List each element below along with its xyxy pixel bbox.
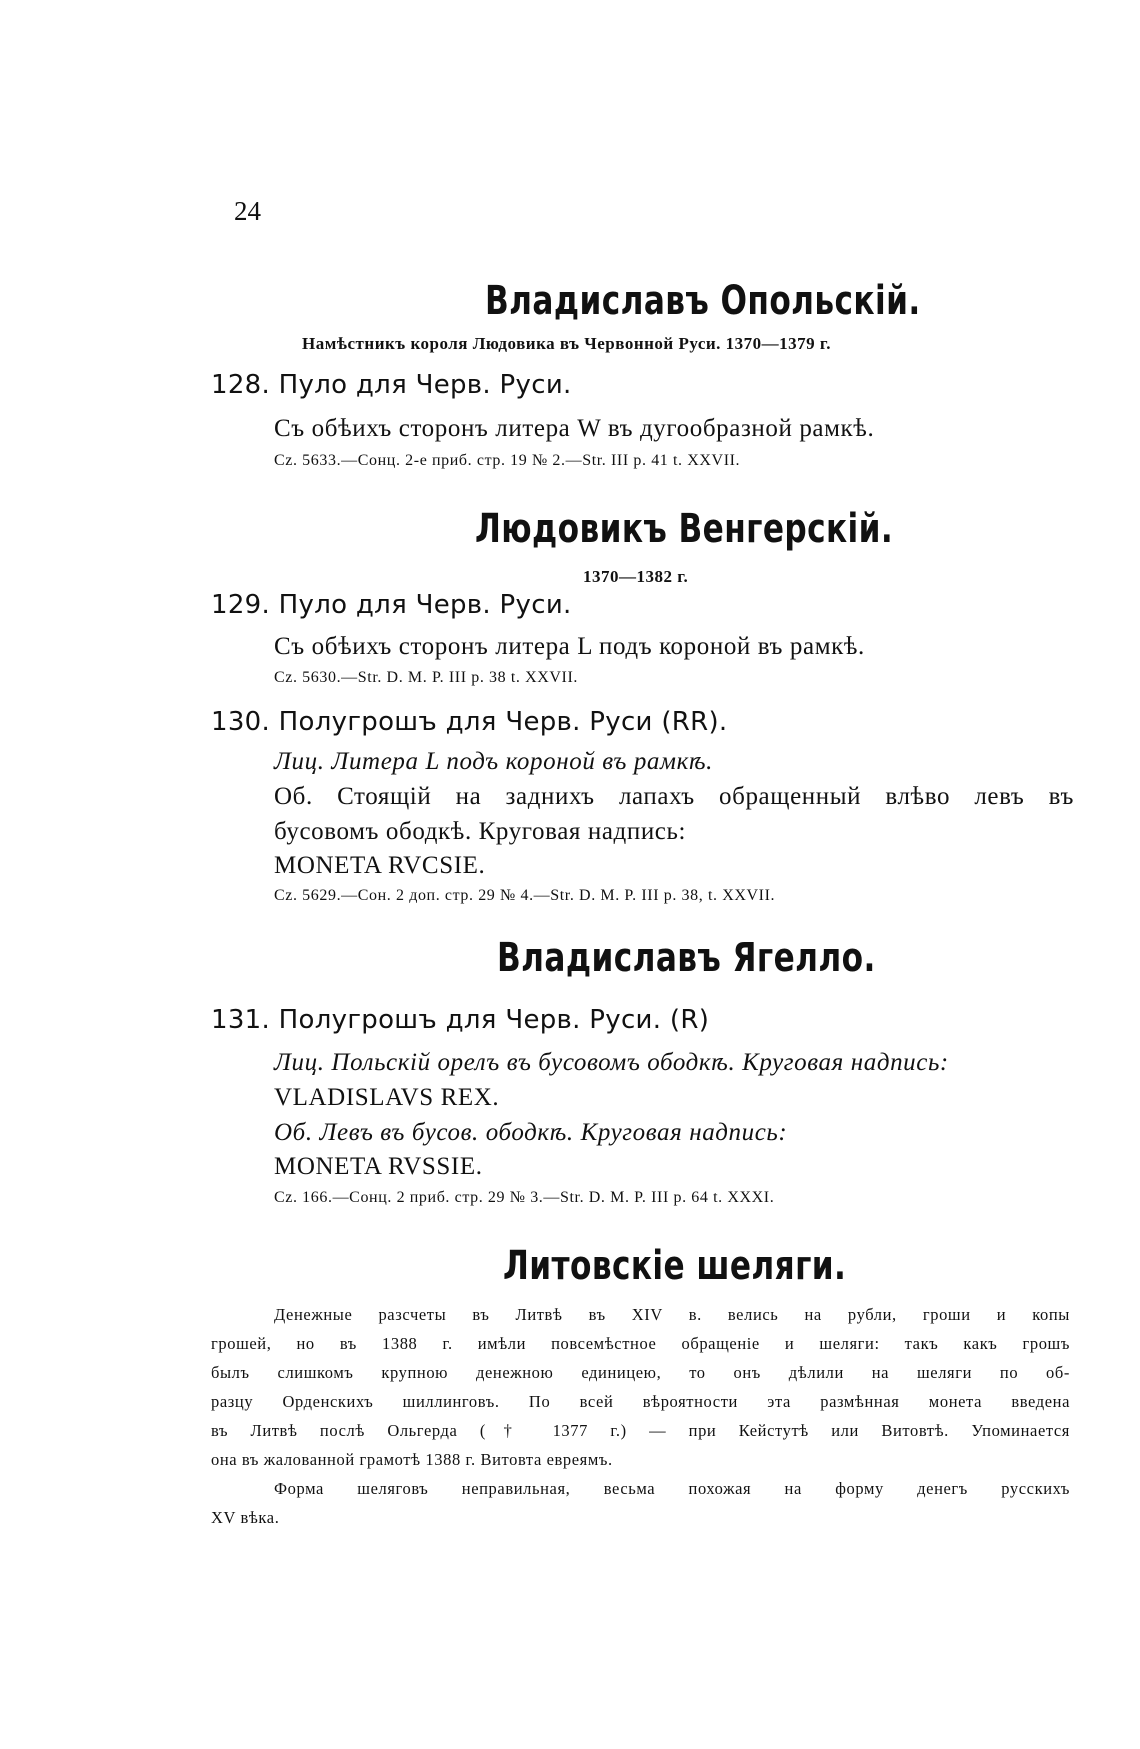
- section-heading-ludovik-vengersky: Людовикъ Венгерскій.: [475, 506, 894, 552]
- item-130-reverse: Об. Стоящій на заднихъ лапахъ обращенный влѣво левъ въ: [274, 783, 1074, 810]
- item-129-line: Съ обѣихъ сторонъ литера L подъ короной въ рамкѣ.: [274, 633, 865, 660]
- item-130-obverse: Лиц. Литера L подъ короной въ рамкѣ.: [274, 748, 713, 775]
- item-131-reference: Cz. 166.—Сонц. 2 приб. стр. 29 № 3.—Str. D. M. P. III p. 64 t. XXXI.: [274, 1189, 775, 1206]
- paragraph-line: XV вѣка.: [211, 1508, 280, 1527]
- item-131-reverse: Об. Левъ въ бусов. ободкѣ. Круговая надпись:: [274, 1119, 788, 1146]
- paragraph-line: она въ жалованной грамотѣ 1388 г. Витовта евреямъ.: [211, 1450, 613, 1469]
- paragraph-line: Денежные разсчеты въ Литвѣ въ XIV в. велись на рубли, гроши и копы: [274, 1305, 1070, 1324]
- item-131-reverse-legend: MONETA RVSSIE.: [274, 1153, 483, 1180]
- item-title-130: 130. Полугрошъ для Черв. Руси (RR).: [211, 707, 728, 737]
- section-heading-vladislav-opolsky: Владиславъ Опольскій.: [485, 278, 921, 324]
- item-title-129: 129. Пуло для Черв. Руси.: [211, 590, 572, 620]
- section-subheading-ludovik-vengersky: 1370—1382 г.: [583, 567, 689, 586]
- item-130-legend: MONETA RVCSIE.: [274, 852, 486, 879]
- item-129-reference: Cz. 5630.—Str. D. M. P. III p. 38 t. XXVII.: [274, 669, 579, 686]
- item-title-131: 131. Полугрошъ для Черв. Руси. (R): [211, 1005, 710, 1035]
- item-128-line: Съ обѣихъ сторонъ литера W въ дугообразной рамкѣ.: [274, 415, 875, 442]
- paragraph-line: грошей, но въ 1388 г. имѣли повсемѣстное обращеніе и шеляги: такъ какъ грошъ: [211, 1334, 1070, 1353]
- item-128-reference: Cz. 5633.—Сонц. 2-е приб. стр. 19 № 2.—Str. III p. 41 t. XXVII.: [274, 452, 741, 469]
- item-131-obverse-legend: VLADISLAVS REX.: [274, 1084, 500, 1111]
- item-130-reverse-cont: бусовомъ ободкѣ. Круговая надпись:: [274, 818, 687, 845]
- paragraph-line: Форма шеляговъ неправильная, весьма похожая на форму денегъ русскихъ: [274, 1479, 1070, 1498]
- paragraph-line: разцу Орденскихъ шиллинговъ. По всей вѣроятности эта размѣнная монета введена: [211, 1392, 1070, 1411]
- section-heading-lithuanian-shelyagi: Литовскіе шеляги.: [503, 1243, 847, 1289]
- item-title-128: 128. Пуло для Черв. Руси.: [211, 370, 572, 400]
- page-number: 24: [234, 196, 261, 226]
- section-subheading-vladislav-opolsky: Намѣстникъ короля Людовика въ Червонной Руси. 1370—1379 г.: [302, 334, 831, 353]
- paragraph-line: былъ слишкомъ крупною денежною единицею, то онъ дѣлили на шеляги по об-: [211, 1363, 1070, 1382]
- section-heading-vladislav-jagiello: Владиславъ Ягелло.: [497, 935, 876, 981]
- item-131-obverse: Лиц. Польскій орелъ въ бусовомъ ободкѣ. Круговая надпись:: [274, 1049, 949, 1076]
- item-130-reference: Cz. 5629.—Сон. 2 доп. стр. 29 № 4.—Str. D. M. P. III p. 38, t. XXVII.: [274, 887, 776, 904]
- paragraph-line: въ Литвѣ послѣ Ольгерда († 1377 г.) — при Кейстутѣ или Витовтѣ. Упоминается: [211, 1421, 1070, 1440]
